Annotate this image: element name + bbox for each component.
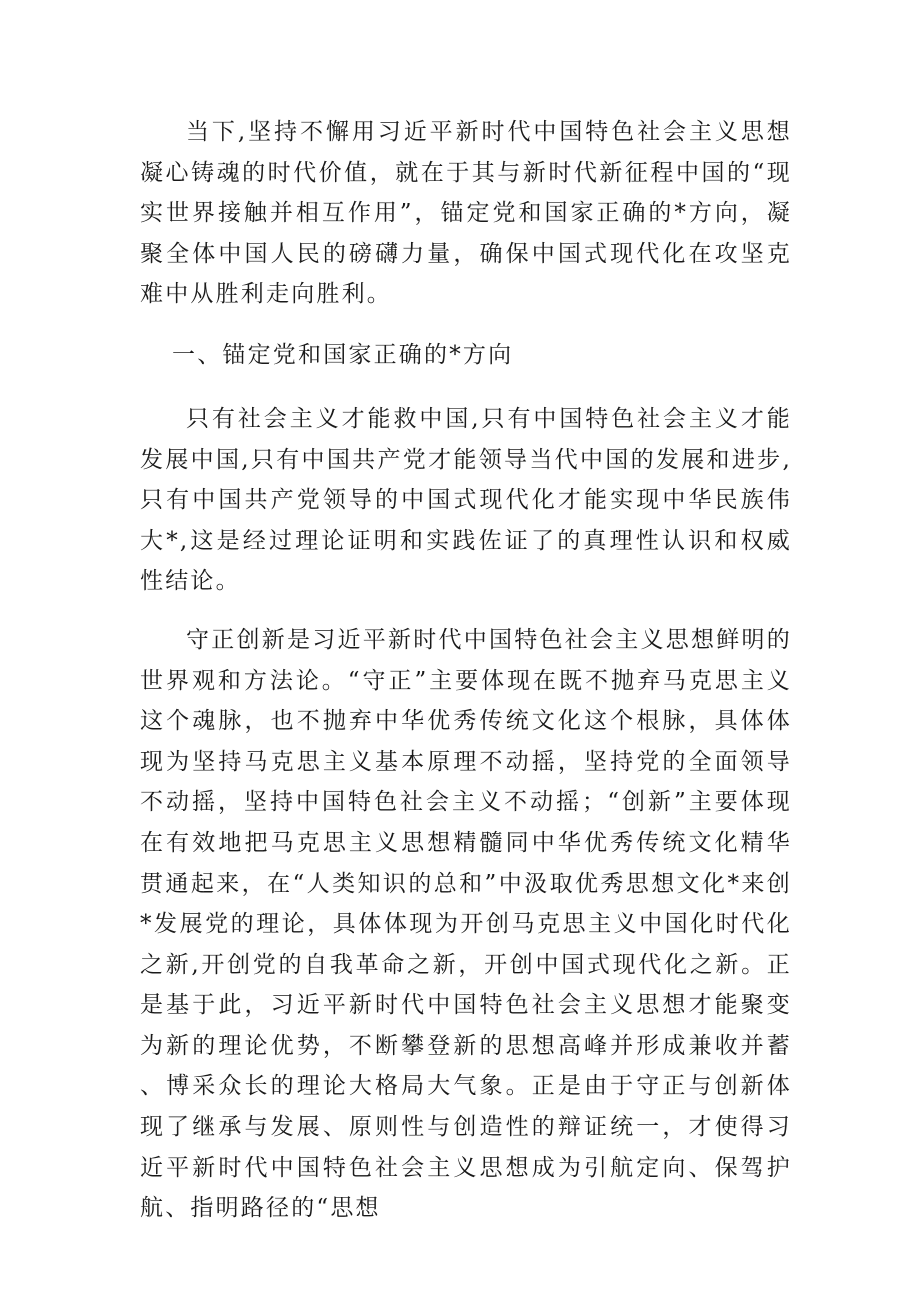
- body-paragraph-1: 只有社会主义才能救中国,只有中国特色社会主义才能发展中国,只有中国共产党才能领导当代中国的发展和进步,只有中国共产党领导的中国式现代化才能实现中华民族伟大*,这是经过理论证明和实践佐证了的真理性认识和权威性结论。: [140, 405, 792, 595]
- intro-paragraph: 当下,坚持不懈用习近平新时代中国特色社会主义思想凝心铸魂的时代价值，就在于其与新时代新征程中国的“现实世界接触并相互作用”，锚定党和国家正确的*方向，凝聚全体中国人民的磅礴力量，确保中国式现代化在攻坚克难中从胜利走向胜利。: [140, 119, 792, 308]
- body-paragraph-2: 守正创新是习近平新时代中国特色社会主义思想鲜明的世界观和方法论。“守正”主要体现在既不抛弃马克思主义这个魂脉，也不抛弃中华优秀传统文化这个根脉，具体体现为坚持马克思主义基本原理不动摇，坚持党的全面领导不动摇，坚持中国特色社会主义不动摇；“创新”主要体现在有效地把马克思主义思想精髓同中华优秀传统文化精华贯通起来，在“人类知识的总和”中汲取优秀思想文化*来创*发展党的理论，具体体现为开创马克思主义中国化时代化之新,开创党的自我革命之新，开创中国式现代化之新。正是基于此，习近平新时代中国特色社会主义思想才能聚变为新的理论优势，不断攀登新的思想高峰并形成兼收并蓄、博采众长的理论大格局大气象。正是由于守正与创新体现了继承与发展、原则性与创造性的辩证统一，才使得习近平新时代中国特色社会主义思想成为引航定向、保驾护航、指明路径的“思想: [140, 626, 792, 1222]
- section-heading: 一、锚定党和国家正确的*方向: [172, 341, 514, 368]
